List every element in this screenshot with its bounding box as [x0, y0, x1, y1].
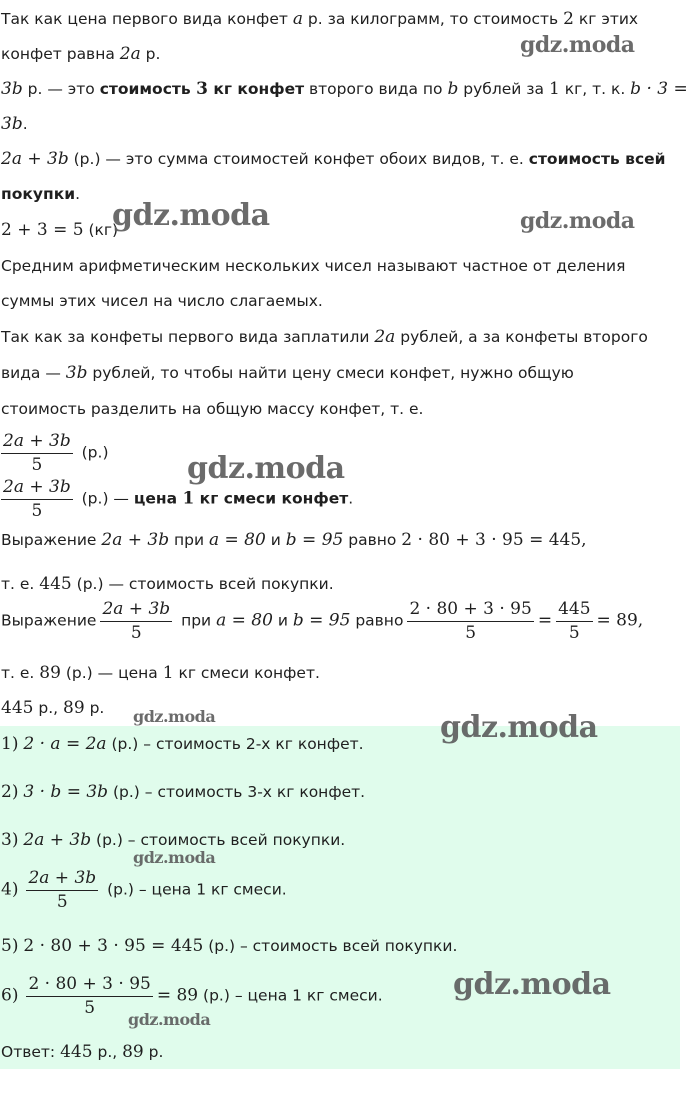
- para-price-first: Так как цена первого вида конфет a р. за килограмм, то стоимость 2 кг этих: [1, 9, 639, 29]
- para-total-mass: 2 + 3 = 5 (кг): [1, 220, 119, 240]
- watermark: gdz.moda: [128, 1010, 211, 1029]
- solution-step-3: 3) 2a + 3b (р.) – стоимость всей покупки.: [1, 830, 346, 850]
- watermark: gdz.moda: [520, 32, 635, 58]
- watermark: gdz.moda: [187, 451, 345, 486]
- solution-step-1: 1) 2 · a = 2a (р.) – стоимость 2-х кг конфет.: [1, 734, 364, 754]
- para-expression-1: Выражение 2a + 3b при a = 80 и b = 95 равно 2 · 80 + 3 · 95 = 445,: [1, 530, 587, 550]
- watermark: gdz.moda: [112, 198, 270, 233]
- fraction-line-2: $\frac{2a + 3b}{5}$ (р.) — цена 1 кг смеси конфет.: [3, 477, 354, 521]
- para-total-cost: 2a + 3b (р.) — это сумма стоимостей конфет обоих видов, т. е. стоимость всей: [1, 149, 666, 169]
- watermark: gdz.moda: [133, 707, 216, 726]
- watermark: gdz.moda: [133, 848, 216, 867]
- watermark: gdz.moda: [440, 710, 598, 745]
- watermark: gdz.moda: [453, 967, 611, 1002]
- para-mix-3: стоимость разделить на общую массу конфет, т. е.: [1, 400, 424, 418]
- solution-step-6: 6) $\frac{2 \cdot 80 + 3 \cdot 95}{5}$ = 89 (р.) – цена 1 кг смеси.: [1, 974, 383, 1018]
- para-mean-def-1: Средним арифметическим нескольких чисел называют частное от деления: [1, 257, 626, 275]
- solution-step-5: 5) 2 · 80 + 3 · 95 = 445 (р.) – стоимость всей покупки.: [1, 936, 458, 956]
- explanation-answer: 445 р., 89 р.: [1, 698, 105, 718]
- para-total-cost-cont: покупки.: [1, 185, 81, 203]
- para-mean-def-2: суммы этих чисел на число слагаемых.: [1, 292, 323, 310]
- para-mix-2: вида — 3b рублей, то чтобы найти цену смеси конфет, нужно общую: [1, 363, 574, 383]
- solution-step-2: 2) 3 · b = 3b (р.) – стоимость 3-х кг конфет.: [1, 782, 366, 802]
- para-cost-second-cont: 3b.: [1, 114, 28, 134]
- para-mix-1: Так как за конфеты первого вида заплатили 2a рублей, а за конфеты второго: [1, 327, 648, 347]
- solution-step-4: 4) $\frac{2a + 3b}{5}$ (р.) – цена 1 кг смеси.: [1, 868, 287, 912]
- para-cost-second: 3b р. — это стоимость 3 кг конфет второго вида по b рублей за 1 кг, т. к. b · 3 =: [1, 79, 688, 99]
- para-expression-1-cont: т. е. 445 (р.) — стоимость всей покупки.: [1, 574, 334, 594]
- fraction-line-1: $\frac{2a + 3b}{5}$ (р.): [3, 431, 109, 475]
- para-price-first-cont: конфет равна 2a р.: [1, 44, 161, 64]
- watermark: gdz.moda: [520, 208, 635, 234]
- para-expression-2: Выражение $\frac{2a + 3b}{5}$ при a = 80 и b = 95 равно $\frac{2 \cdot 80 + 3 \cdot 95}{5}$ = $\frac{445}{5}$ = 89,: [1, 599, 644, 643]
- para-expression-2-cont: т. е. 89 (р.) — цена 1 кг смеси конфет.: [1, 663, 320, 683]
- solution-answer: Ответ: 445 р., 89 р.: [1, 1042, 164, 1062]
